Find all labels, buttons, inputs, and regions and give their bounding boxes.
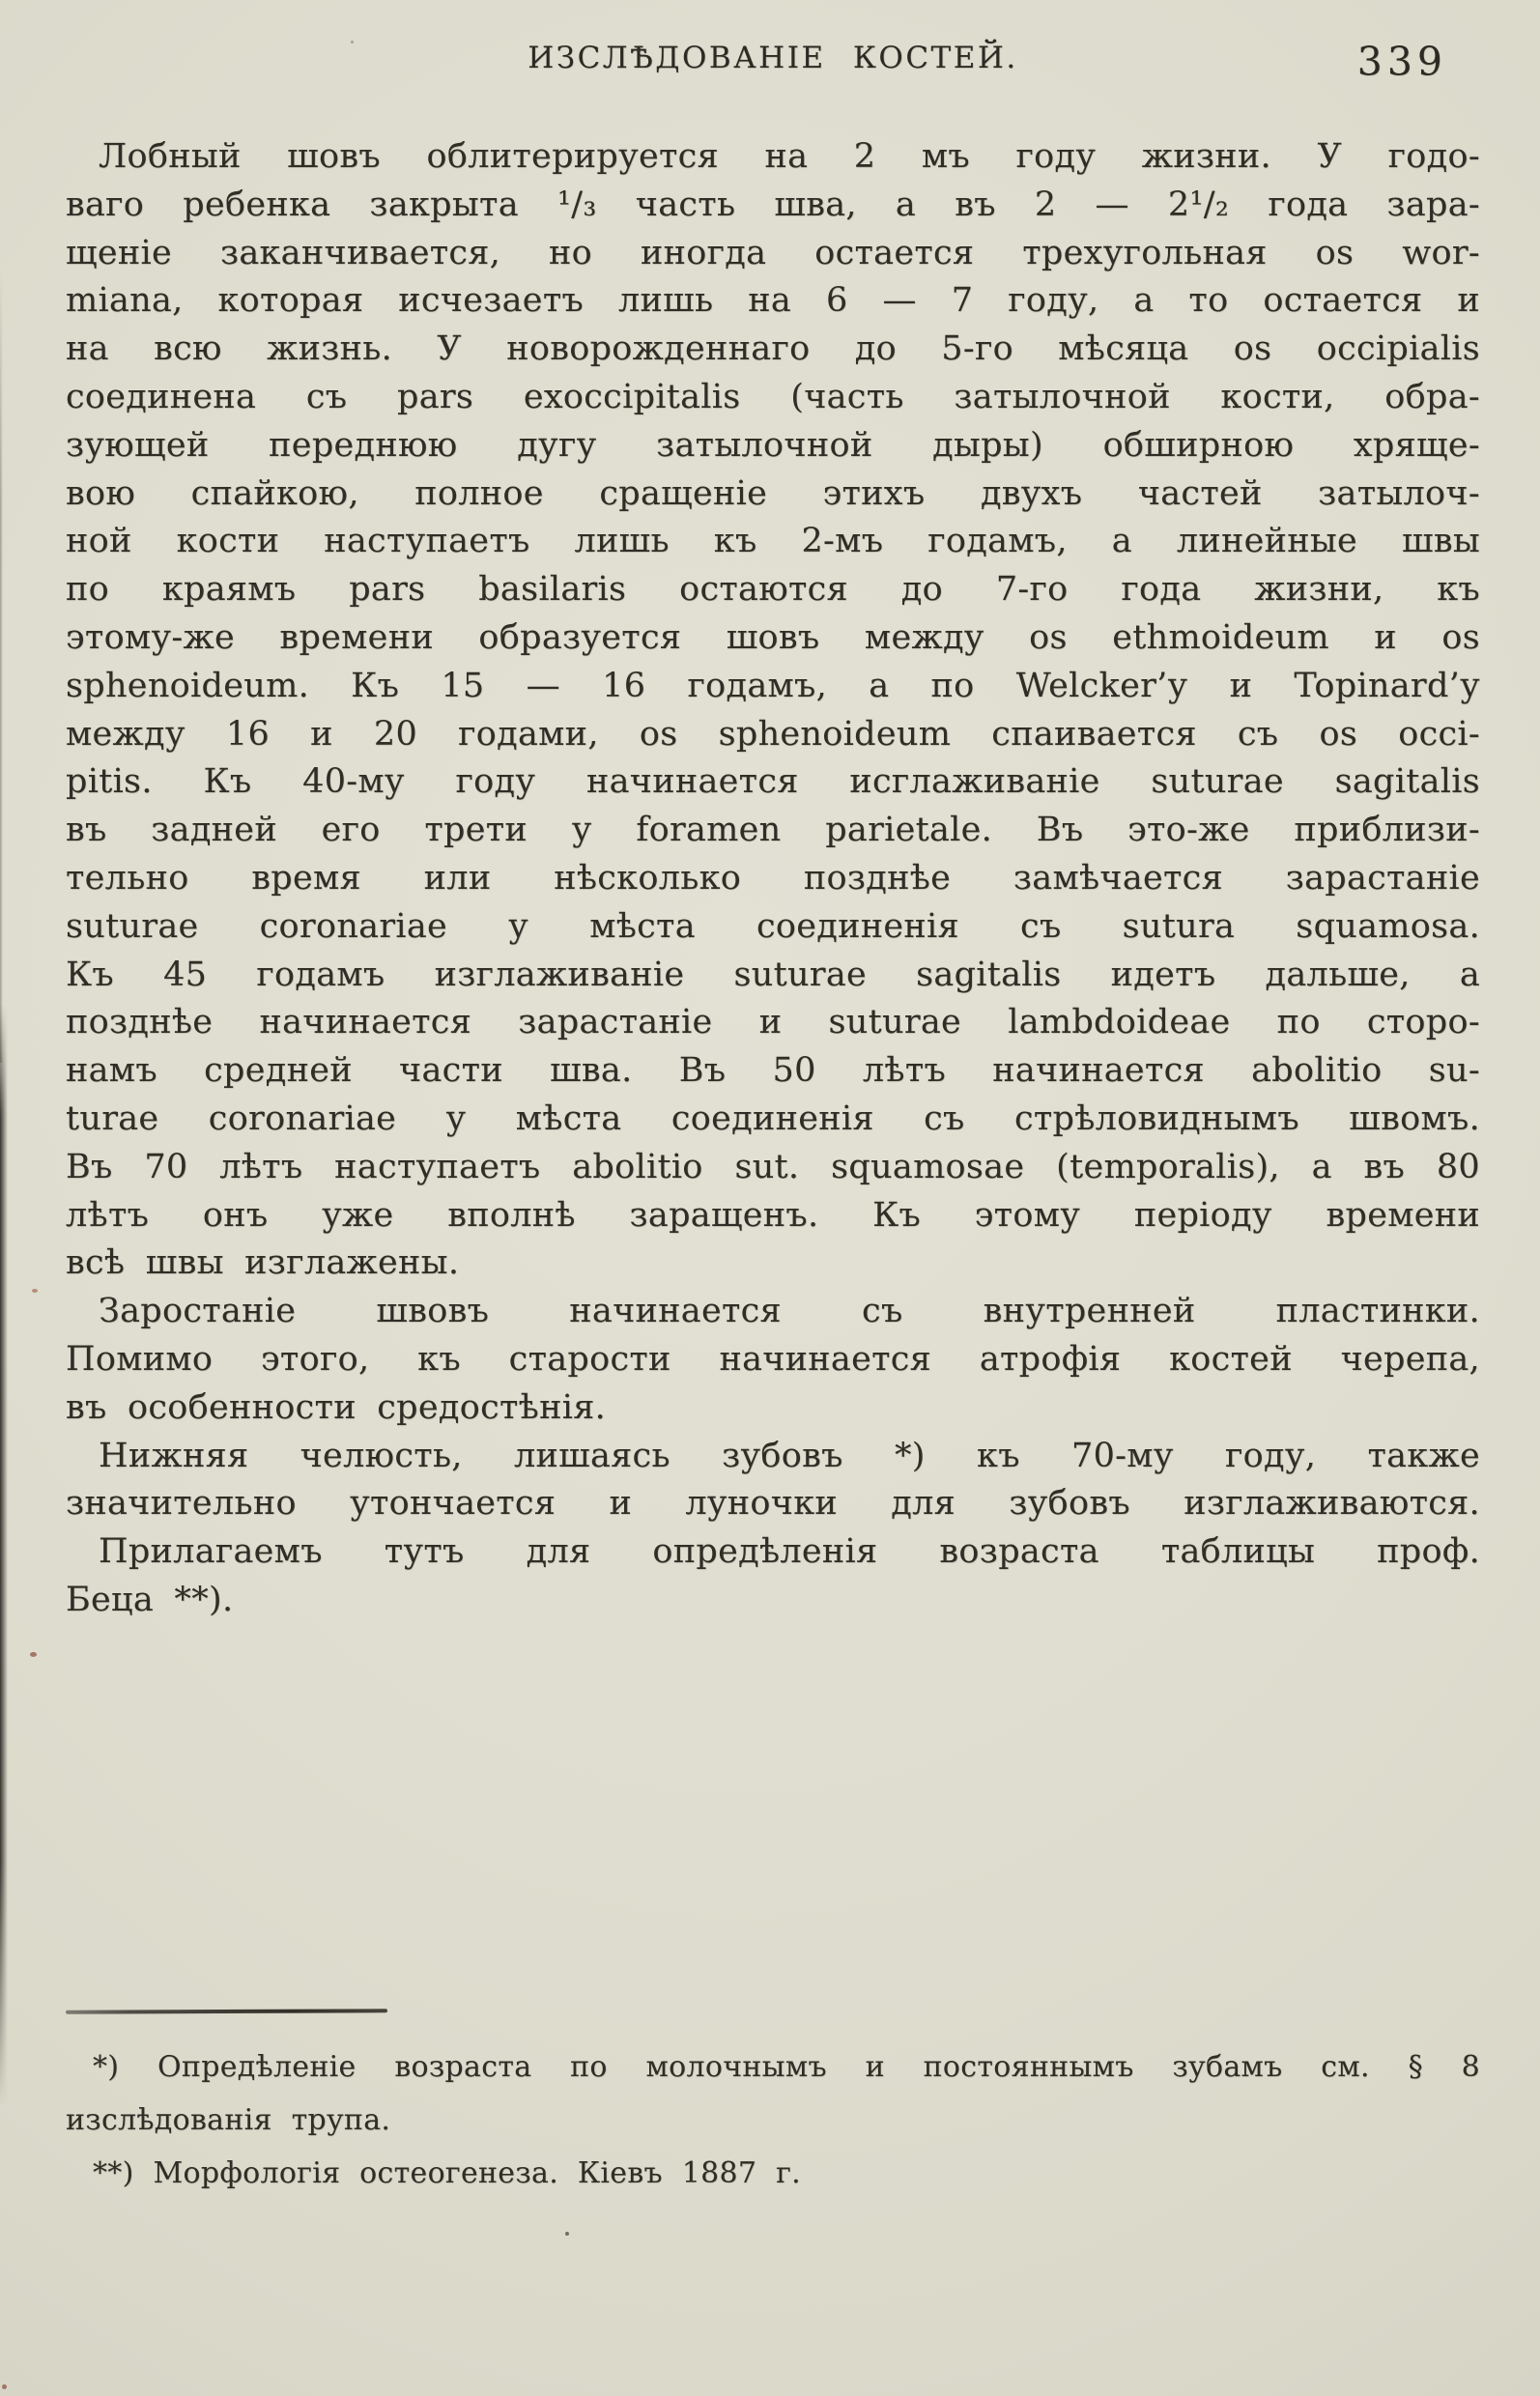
text-line: sphenoideum. Къ 15 — 16 годамъ, а по Welcker’у и Topinard’у — [66, 666, 1480, 705]
paragraph — [66, 133, 1480, 1288]
paper-speck — [351, 41, 354, 43]
text-line: Лобный шовъ облитерируется на 2 мъ году жизни. У годо- — [99, 137, 1480, 176]
text-line: Къ 45 годамъ изглаживаніе suturae sagitalis идетъ дальше, а — [66, 955, 1480, 994]
running-title: ИЗСЛѢДОВАНІЕ КОСТЕЙ. — [528, 41, 1018, 75]
text-line: ваго ребенка закрыта ¹/₃ часть шва, а въ 2 — 2¹/₂ года зара- — [66, 185, 1480, 224]
paper-speck — [565, 2232, 569, 2236]
text-line: по краямъ pars basilaris остаются до 7-го года жизни, къ — [66, 570, 1480, 610]
paper-speck — [2, 2384, 7, 2389]
binding-edge-shadow-faint — [0, 271, 3, 1063]
binding-edge-shadow — [0, 1005, 8, 2106]
paper-speck — [30, 1652, 37, 1657]
paper-speck — [32, 1289, 38, 1293]
text-line: намъ средней части шва. Въ 50 лѣтъ начинается abolitio su- — [66, 1051, 1480, 1091]
text-line: *) Опредѣленіе возраста по молочнымъ и постояннымъ зубамъ см. § 8 — [93, 2050, 1480, 2084]
text-line: вою спайкою, полное сращеніе этихъ двухъ частей затылоч- — [66, 473, 1480, 513]
text-line: на всю жизнь. У новорожденнаго до 5-го мѣсяца os occipialis — [66, 329, 1480, 369]
text-line: всѣ швы изглажены. — [66, 1243, 460, 1283]
text-line: между 16 и 20 годами, os sphenoideum спаивается съ os occi- — [66, 714, 1480, 754]
text-line: Прилагаемъ тутъ для опредѣленія возраста таблицы проф. — [99, 1532, 1480, 1572]
page-body-text — [66, 133, 1480, 1625]
text-line: щеніе заканчивается, но иногда остается трехугольная os wor- — [66, 233, 1480, 272]
text-line: изслѣдованія трупа. — [66, 2103, 391, 2137]
footnote-rule — [66, 2009, 387, 2013]
text-line: pitis. Къ 40-му году начинается исглаживаніе suturae sagitalis — [66, 762, 1480, 802]
text-line: позднѣе начинается зарастаніе и suturae lambdoideae по сторо- — [66, 1003, 1480, 1042]
paragraph — [66, 1528, 1480, 1625]
text-line: Беца **). — [66, 1580, 234, 1619]
running-head — [66, 39, 1480, 85]
text-line: Заростаніе швовъ начинается съ внутренней пластинки. — [99, 1292, 1480, 1331]
page-number: 339 — [1356, 39, 1447, 85]
text-line: Помимо этого, къ старости начинается атрофія костей черепа, — [66, 1339, 1480, 1379]
text-line: лѣтъ онъ уже вполнѣ заращенъ. Къ этому періоду времени — [66, 1195, 1480, 1235]
text-line: соединена съ pars exoccipitalis (часть затылочной кости, обра- — [66, 377, 1480, 416]
text-line: ной кости наступаетъ лишь къ 2-мъ годамъ, а линейные швы — [66, 522, 1480, 561]
text-line: suturae coronariae у мѣста соединенія съ sutura squamosa. — [66, 906, 1480, 946]
text-line: въ особенности средостѣнія. — [66, 1387, 607, 1427]
footnotes — [66, 2040, 1480, 2200]
text-line: Нижняя челюсть, лишаясь зубовъ *) къ 70-му году, также — [99, 1436, 1480, 1475]
text-line: зующей переднюю дугу затылочной дыры) обширною хряще- — [66, 425, 1480, 465]
text-line: значительно утончается и луночки для зубовъ изглаживаются. — [66, 1484, 1480, 1524]
text-line: тельно время или нѣсколько позднѣе замѣчается зарастаніе — [66, 858, 1480, 898]
text-line: Въ 70 лѣтъ наступаетъ abolitio sut. squamosae (temporalis), а въ 80 — [66, 1147, 1480, 1186]
text-line: этому-же времени образуется шовъ между os ethmoideum и os — [66, 617, 1480, 657]
paragraph — [66, 2147, 1480, 2200]
paragraph — [66, 1288, 1480, 1432]
text-line: **) Морфологія остеогенеза. Кіевъ 1887 г. — [93, 2156, 801, 2190]
text-line: turae coronariae у мѣста соединенія съ стрѣловиднымъ швомъ. — [66, 1098, 1480, 1138]
paragraph — [66, 1433, 1480, 1529]
text-line: miana, которая исчезаетъ лишь на 6 — 7 году, а то остается и — [66, 281, 1480, 321]
paragraph — [66, 2040, 1480, 2147]
text-line: въ задней его трети у foramen parietale. Въ это-же приблизи- — [66, 811, 1480, 850]
